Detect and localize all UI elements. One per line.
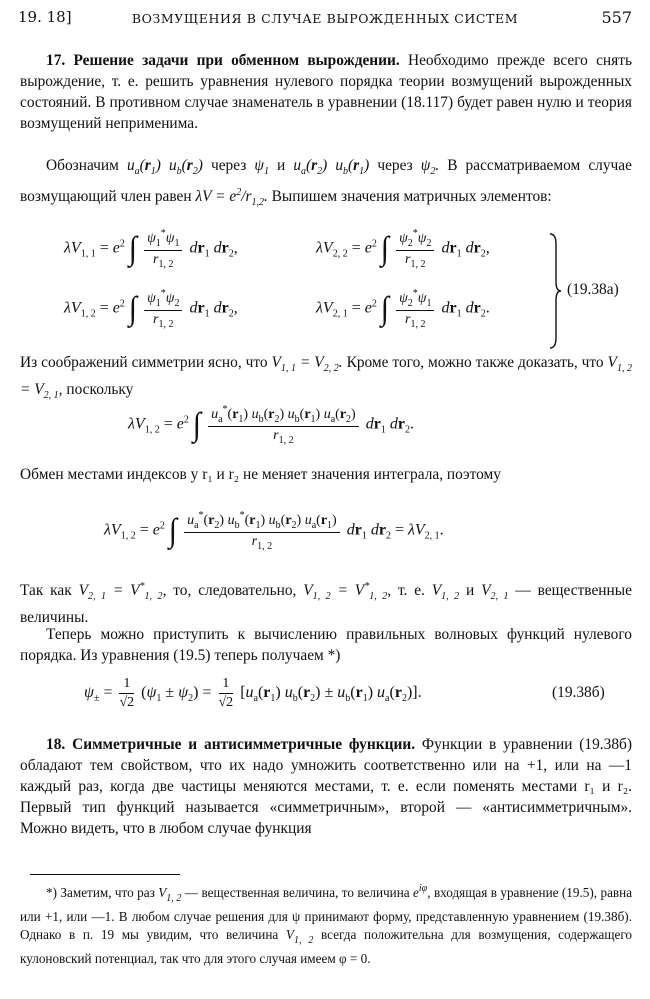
equation-v11: $\lambda V_{1, 1} = e^2$ ∫ $\frac{\psi_1^*\psi_1}{r_{1, 2}}$ $dr_1$ $dr_2$, — [64, 228, 238, 270]
text-fragment: то, следовательно, — [173, 582, 297, 599]
inline-formula: $V_{1, 2}$ — [158, 885, 182, 904]
inline-formula: $\psi_1$ — [254, 157, 269, 177]
inline-formula: $V_{2, 1}$ — [481, 582, 509, 602]
equation-v22: $\lambda V_{2, 2} = e^2$ ∫ $\frac{\psi_2^*\psi_2}{r_{1, 2}}$ $dr_1$ $dr_2$, — [316, 228, 490, 270]
text-fragment: т. е. — [397, 582, 425, 599]
running-title: ВОЗМУЩЕНИЯ В СЛУЧАЕ ВЫРОЖДЕННЫХ СИСТЕМ — [131, 11, 519, 26]
inline-formula: $e^{i\varphi}$, — [413, 883, 431, 900]
section-18-title: 18. Симметричные и антисимметричные функции. — [46, 736, 416, 753]
section-18-paragraph — [20, 734, 632, 839]
inline-formula: $\psi_2$. — [420, 157, 440, 177]
text-fragment: Из соображений симметрии ясно, что — [20, 354, 268, 371]
running-header — [18, 8, 632, 30]
equation-v12: $\lambda V_{1, 2} = e^2$ ∫ $\frac{\psi_1^*\psi_2}{r_{1, 2}}$ $dr_1$ $dr_2$, — [64, 288, 238, 330]
text-fragment: — вещественные величины. — [20, 582, 632, 626]
section-18-text: Функции в уравнении (19.38б) обладают тем свойством, что их надо умножить соответственно или на +1, или на —1 каждый раз, когда две частицы меняются местами, т. е. если поменять местами r₁ и r₂. Первый тип функций называется «симметричным», второй — «антисимметричным». Можно видеть, что в любом случае функция — [20, 736, 632, 837]
text-fragment: и — [466, 582, 475, 599]
inline-formula: $V_{1, 2}$ — [285, 927, 314, 946]
equation-swapped-integral: $\lambda V_{1, 2} = e^2$ ∫ $\frac{u_a^*(r_2) u_b^*(r_1) u_b(r_2) u_a(r_1)}{r_{1, 2}}$ $dr_1$ $dr_2 = \lambda V_{2, 1}$. — [104, 510, 444, 552]
page-number: 557 — [601, 8, 632, 27]
footnote-rule — [30, 874, 180, 875]
text-fragment: всегда положительна для возмущения, содержащего кулоновский потенциал, так что для этого случая имеем φ = 0. — [20, 927, 633, 966]
text-fragment: входящая в уравнение (19.5), равна или +1, или —1. В любом случае решения для ψ принимают форму, представленную уравнением (19.38б). Однако в п. 19 мы увидим, что величина — [20, 885, 633, 942]
equation-v21: $\lambda V_{2, 1} = e^2$ ∫ $\frac{\psi_2^*\psi_1}{r_{1, 2}}$ $dr_1$ $dr_2$. — [316, 288, 490, 330]
text-fragment: Так как — [20, 582, 72, 599]
text-fragment: и — [277, 157, 286, 174]
text-fragment: Обозначим — [46, 157, 119, 174]
equation-psi-pm: $\psi_\pm$ = $\frac{1}{√2}$ $(\psi_1 \pm \psi_2)$ = $\frac{1}{√2}$ [$u_a(r_1) u_b(r_2) \pm u_b(r_1)$ $u_a(r_2)$]. — [84, 676, 422, 710]
text-fragment: поскольку — [66, 381, 134, 398]
right-brace — [548, 232, 562, 350]
section-17-title: 17. Решение задачи при обменном вырождении. — [46, 52, 400, 69]
equation-number-38b: (19.38б) — [552, 684, 605, 701]
equation-exchange-integral: $\lambda V_{1, 2} = e^2$ ∫ $\frac{u_a^*(r_1) u_b(r_2) u_b(r_1) u_a(r_2)}{r_{1, 2}}$ $dr_1$ $dr_2$. — [128, 404, 414, 446]
inline-formula: $V_{1, 2} = V^*_{1, 2}$, — [303, 581, 392, 602]
inline-formula: $V_{1, 2} = V_{2, 1}$, — [20, 354, 633, 401]
section-17-text: Необходимо прежде всего снять вырождение, т. е. решить уравнения нулевого порядка теории возмущений вырожденных состояний. В противном случае знаменатель в уравнении (18.117) будет равен нулю и теория возмущений неприменима. — [20, 52, 632, 132]
zero-order-paragraph: Теперь можно приступить к вычислению правильных волновых функций нулевого порядка. Из уравнения (19.5) теперь получаем *) — [20, 626, 632, 664]
text-fragment: Кроме того, можно также доказать, что — [346, 354, 604, 371]
text-fragment: *) Заметим, что раз — [46, 885, 155, 900]
inline-formula: $u_a(r_1)$ $u_b(r_2)$ — [126, 157, 203, 177]
equation-number-38a: (19.38а) — [567, 281, 619, 298]
text-fragment: В рассматриваемом случае возмущающий член равен — [20, 157, 632, 205]
inline-formula: $V_{2, 1} = V^*_{1, 2}$, — [78, 581, 167, 602]
inline-formula: $u_a(r_2)$ $u_b(r_1)$ — [293, 157, 370, 177]
notation-paragraph — [20, 155, 632, 213]
text-fragment: через — [377, 157, 413, 174]
inline-formula: $V_{1, 2}$ — [431, 582, 460, 602]
index-exchange-paragraph: Обмен местами индексов у r₁ и r₂ не меняет значения интеграла, поэтому — [20, 466, 501, 483]
text-fragment: через — [210, 157, 247, 174]
text-fragment: — вещественная величина, то величина — [184, 885, 410, 900]
inline-formula: $\lambda V = e^2/r_{1,2}$. — [195, 187, 268, 208]
section-ref: 19. 18] — [18, 8, 72, 26]
symmetry-paragraph — [20, 352, 632, 406]
inline-formula: $V_{1, 1} = V_{2, 2}$. — [271, 354, 343, 374]
footnote — [20, 880, 632, 968]
text-fragment: Выпишем значения матричных элементов: — [271, 188, 552, 205]
real-values-paragraph — [20, 576, 632, 628]
section-17-paragraph — [20, 50, 632, 134]
